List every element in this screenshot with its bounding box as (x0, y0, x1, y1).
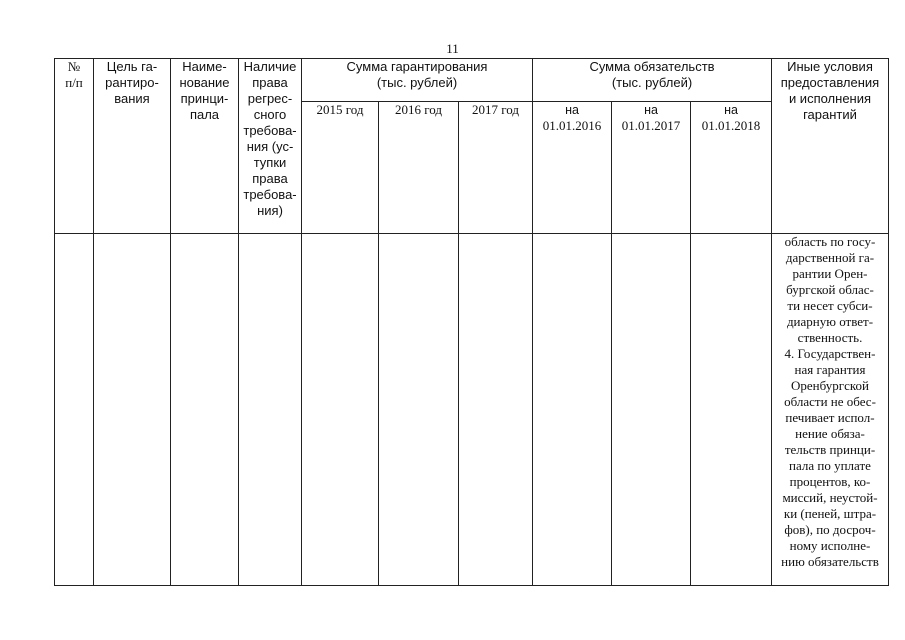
cell-guarantee-2015 (302, 234, 379, 586)
header-other-conditions: Иные условия предоставления и исполнения гарантий (772, 59, 889, 234)
header-num: № п/п (55, 59, 94, 234)
cell-purpose (94, 234, 171, 586)
guarantees-table (54, 58, 889, 586)
header-year-2015: 2015 год (302, 102, 379, 234)
cell-num (55, 234, 94, 586)
page-number: 11 (446, 41, 459, 56)
header-year-2017: 2017 год (459, 102, 533, 234)
cell-guarantee-2016 (379, 234, 459, 586)
header-principal: Наиме- нование принци- пала (171, 59, 239, 234)
cell-obligation-2018 (691, 234, 772, 586)
cell-obligation-2017 (612, 234, 691, 586)
header-date-2016: на 01.01.2016 (533, 102, 612, 234)
header-obligations-sum: Сумма обязательств (тыс. рублей) (533, 59, 772, 102)
header-purpose: Цель га- рантиро- вания (94, 59, 171, 234)
header-guarantee-sum: Сумма гарантирования (тыс. рублей) (302, 59, 533, 102)
cell-guarantee-2017 (459, 234, 533, 586)
cell-regress (239, 234, 302, 586)
header-date-2018: на 01.01.2018 (691, 102, 772, 234)
cell-principal (171, 234, 239, 586)
header-date-2017: на 01.01.2017 (612, 102, 691, 234)
header-year-2016: 2016 год (379, 102, 459, 234)
cell-obligation-2016 (533, 234, 612, 586)
header-regress: Наличие права регрес- сного требова- ния (ус- тупки права требова- ния) (239, 59, 302, 234)
cell-other-conditions: область по госу- дарственной га- рантии Орен- бургской облас- ти несет субси- диарную ответ- ственность. 4. Государствен- ная гарантия Оренбургской области не обес- печивает испол- нение обяза- тельств принци- пала по уплате процентов, ко- миссий, неустой- ки (пеней, штра- фов), по досроч- ному исполне- нию обязательств (772, 234, 889, 586)
